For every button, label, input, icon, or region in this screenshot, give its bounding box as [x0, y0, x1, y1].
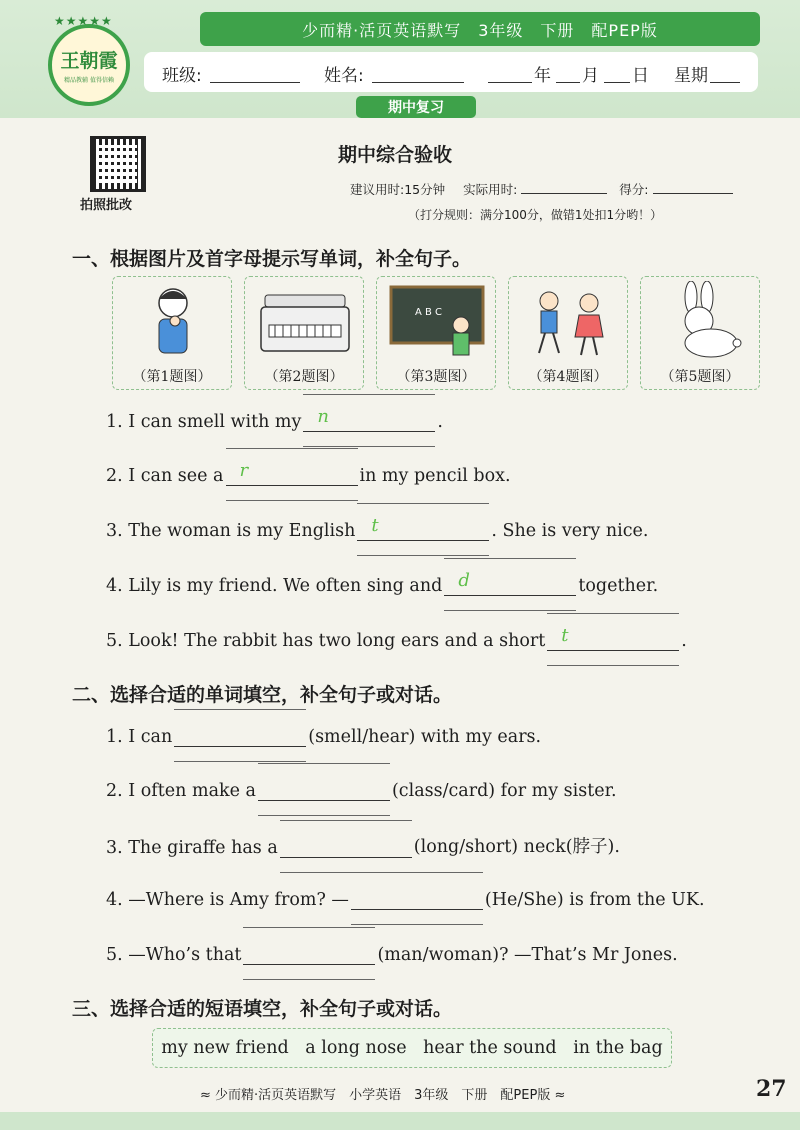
- star-icon: ★★★★★: [54, 14, 113, 28]
- weekday-field[interactable]: [710, 82, 740, 83]
- page-number: 27: [756, 1076, 787, 1102]
- children-dancing-icon: [519, 281, 619, 365]
- letter-hint: d: [458, 570, 470, 591]
- s1-question-5: [106, 625, 687, 651]
- section-tab: 期中复习: [356, 96, 476, 118]
- teacher-blackboard-icon: [387, 281, 487, 365]
- answer-blank[interactable]: [243, 943, 375, 965]
- suggested-time: 建议用时:15分钟: [350, 182, 446, 197]
- s2-question-4: [106, 888, 705, 910]
- s1-question-3: [106, 515, 649, 541]
- q-text-before: 3. The giraffe has a: [106, 838, 278, 858]
- section1-heading: 一、根据图片及首字母提示写单词，补全句子。: [72, 248, 472, 270]
- name-field[interactable]: [372, 82, 464, 83]
- answer-blank[interactable]: [444, 570, 576, 596]
- phrase-option[interactable]: a long nose: [305, 1038, 407, 1058]
- qr-label: 拍照批改: [80, 198, 133, 213]
- student-info-bar: [144, 52, 758, 92]
- q-text-after: (long/short) neck(脖子).: [413, 837, 620, 857]
- q-text-after: (He/She) is from the UK.: [484, 890, 705, 910]
- answer-blank[interactable]: [258, 779, 390, 801]
- answer-blank[interactable]: [547, 625, 679, 651]
- caption-5: （第5题图）: [660, 369, 740, 385]
- picture-4: [508, 276, 628, 390]
- score-label: 得分:: [619, 182, 649, 197]
- letter-hint: t: [371, 515, 379, 536]
- svg-text:A B C: A B C: [415, 307, 443, 318]
- q-text-before: 1. I can smell with my: [106, 412, 302, 432]
- month-label: 月: [582, 66, 599, 86]
- weekday-label: 星期: [674, 66, 708, 86]
- score-field[interactable]: [653, 193, 733, 194]
- qr-code-icon[interactable]: [90, 136, 146, 192]
- footer-band: [0, 1112, 800, 1130]
- caption-4: （第4题图）: [528, 369, 608, 385]
- caption-1: （第1题图）: [132, 369, 212, 385]
- footer-text: ≈ 少而精·活页英语默写 小学英语 3年级 下册 配PEP版 ≈: [200, 1088, 566, 1103]
- caption-2: （第2题图）: [264, 369, 344, 385]
- scoring-rules: （打分规则：满分100分，做错1处扣1分哟！）: [408, 208, 663, 222]
- q-text-before: 2. I often make a: [106, 781, 256, 801]
- section2-heading: 二、选择合适的单词填空，补全句子或对话。: [72, 684, 453, 706]
- letter-hint: r: [239, 460, 249, 481]
- q-text-after: . She is very nice.: [491, 521, 649, 541]
- series-title: 少而精·活页英语默写 3年级 下册 配PEP版: [200, 12, 760, 46]
- picture-1: [112, 276, 232, 390]
- q-text-before: 2. I can see a: [106, 466, 224, 486]
- class-label: 班级:: [162, 66, 202, 86]
- phrase-option[interactable]: hear the sound: [423, 1038, 557, 1058]
- q-text-after: (class/card) for my sister.: [391, 781, 617, 801]
- page-title: 期中综合验收: [338, 144, 453, 166]
- q-text-after: .: [681, 631, 687, 651]
- answer-blank[interactable]: [226, 460, 358, 486]
- q-text-after: together.: [578, 576, 659, 596]
- logo-text: 王朝霞: [60, 50, 118, 72]
- answer-blank[interactable]: [351, 888, 483, 910]
- section3-heading: 三、选择合适的短语填空，补全句子或对话。: [72, 998, 453, 1020]
- phrase-option[interactable]: in the bag: [573, 1038, 663, 1058]
- rabbit-icon: [651, 281, 751, 365]
- answer-blank[interactable]: [303, 406, 435, 432]
- s1-question-1: [106, 406, 443, 432]
- time-info: [350, 180, 733, 198]
- q-text-before: 3. The woman is my English: [106, 521, 356, 541]
- caption-3: （第3题图）: [396, 369, 476, 385]
- logo-subtext: 精品教辅 值得信赖: [64, 77, 114, 84]
- q-text-after: (smell/hear) with my ears.: [308, 727, 542, 747]
- pencil-box-icon: [255, 281, 355, 365]
- answer-blank[interactable]: [280, 836, 412, 858]
- q-text-after: (man/woman)? —That’s Mr Jones.: [377, 945, 678, 965]
- q-text-before: 4. —Where is Amy from? —: [106, 890, 349, 910]
- actual-time-label: 实际用时:: [463, 182, 518, 197]
- s2-question-5: [106, 943, 678, 965]
- q-text-before: 5. —Who’s that: [106, 945, 242, 965]
- picture-2: [244, 276, 364, 390]
- phrase-option[interactable]: my new friend: [161, 1038, 289, 1058]
- actual-time-field[interactable]: [521, 193, 607, 194]
- s1-question-4: [106, 570, 659, 596]
- phrase-bank: [152, 1028, 672, 1068]
- letter-hint: t: [561, 625, 569, 646]
- year-label: 年: [534, 66, 551, 86]
- year-field[interactable]: [488, 82, 532, 83]
- answer-blank[interactable]: [174, 725, 306, 747]
- boy-smelling-icon: [123, 281, 223, 365]
- q-text-after: in my pencil box.: [359, 466, 511, 486]
- s1-question-2: [106, 460, 511, 486]
- letter-hint: n: [317, 406, 330, 427]
- picture-3: [376, 276, 496, 390]
- q-text-after: .: [437, 412, 443, 432]
- month-field[interactable]: [556, 82, 580, 83]
- q-text-before: 4. Lily is my friend. We often sing and: [106, 576, 443, 596]
- q-text-before: 5. Look! The rabbit has two long ears and a short: [106, 631, 546, 651]
- day-field[interactable]: [604, 82, 630, 83]
- day-label: 日: [632, 66, 649, 86]
- s2-question-2: [106, 779, 617, 801]
- publisher-logo: [48, 14, 130, 106]
- name-label: 姓名:: [324, 66, 364, 86]
- q-text-before: 1. I can: [106, 727, 173, 747]
- picture-5: [640, 276, 760, 390]
- s2-question-1: [106, 725, 541, 747]
- answer-blank[interactable]: [357, 515, 489, 541]
- class-field[interactable]: [210, 82, 300, 83]
- s2-question-3: [106, 833, 620, 858]
